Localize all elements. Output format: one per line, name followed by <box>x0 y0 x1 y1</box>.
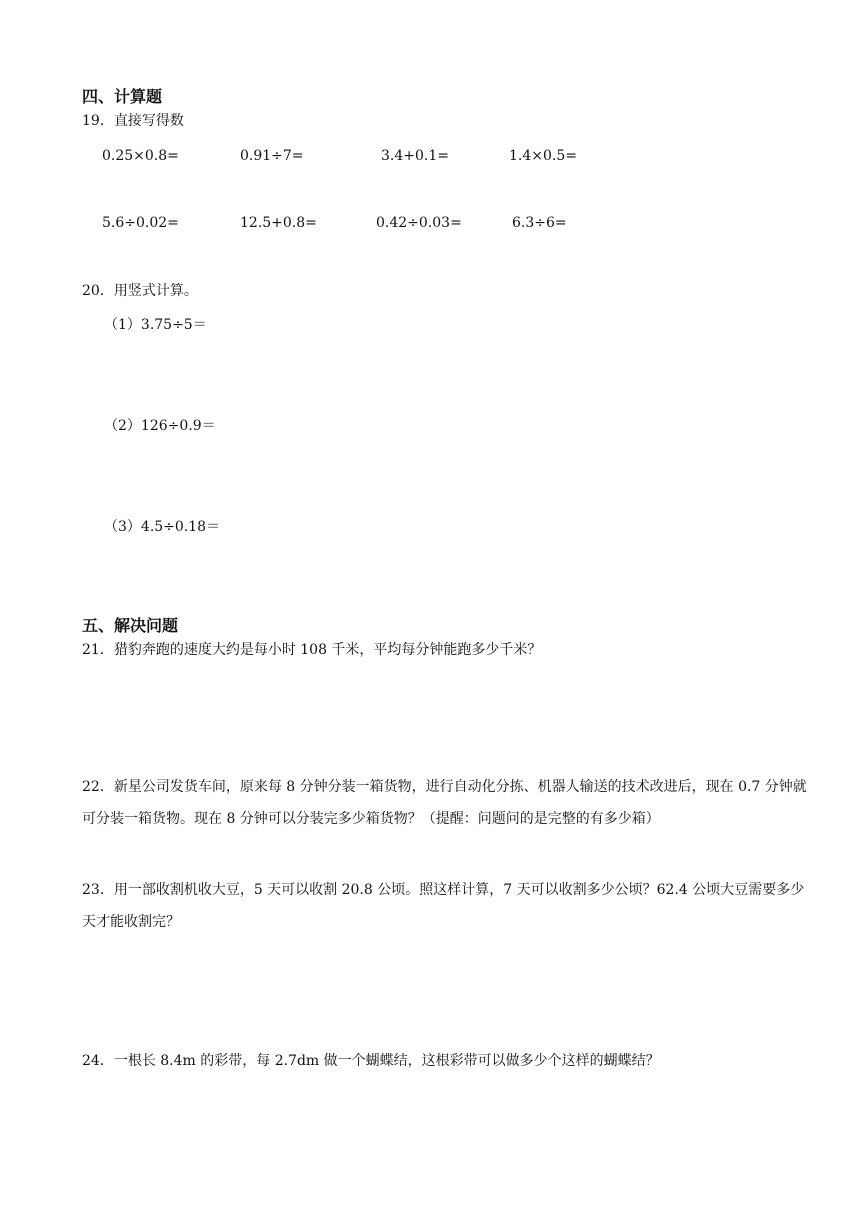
question-20-label: 20．用竖式计算。 <box>82 283 198 299</box>
math-item: 1.4×0.5= <box>509 148 577 164</box>
math-item: 12.5+0.8= <box>240 215 317 231</box>
question-22: 22．新星公司发货车间，原来每 8 分钟分装一箱货物，进行自动化分拣、机器人输送的技术改进后，现在 0.7 分钟就可分装一箱货物。现在 8 分钟可以分装完多少箱货物？（提醒：问题问的是完整的有多少箱） <box>82 779 807 827</box>
question-19-label: 19．直接写得数 <box>82 113 184 129</box>
math-item: 0.42÷0.03= <box>376 215 462 231</box>
section-heading-problem-solving: 五、解决问题 <box>82 616 179 635</box>
math-item: 0.25×0.8= <box>102 148 179 164</box>
vertical-calc-item-1: （1）3.75÷5＝ <box>104 317 207 333</box>
question-21: 21．猎豹奔跑的速度大约是每小时 108 千米，平均每分钟能跑多少千米？ <box>82 642 542 658</box>
math-item: 5.6÷0.02= <box>102 215 179 231</box>
question-23: 23．用一部收割机收大豆，5 天可以收割 20.8 公顷。照这样计算，7 天可以收割多少公顷？62.4 公顷大豆需要多少天才能收割完？ <box>82 882 805 930</box>
section-heading-calculation: 四、计算题 <box>82 87 163 106</box>
math-item: 0.91÷7= <box>240 148 304 164</box>
question-24: 24．一根长 8.4m 的彩带，每 2.7dm 做一个蝴蝶结，这根彩带可以做多少个这样的蝴蝶结？ <box>82 1053 660 1069</box>
vertical-calc-item-2: （2）126÷0.9＝ <box>104 418 216 434</box>
math-item: 3.4+0.1= <box>381 148 449 164</box>
math-item: 6.3÷6= <box>512 215 567 231</box>
vertical-calc-item-3: （3）4.5÷0.18＝ <box>104 519 221 535</box>
